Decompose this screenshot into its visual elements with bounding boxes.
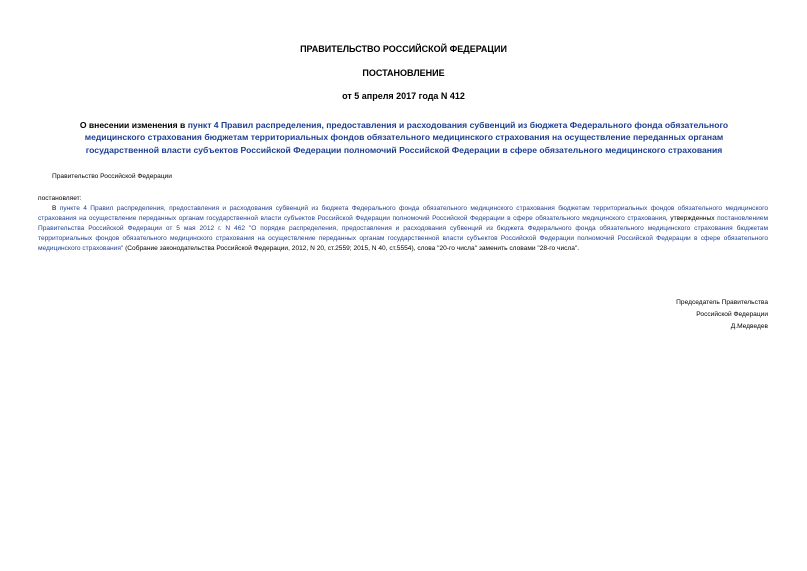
signature-name: Д.Медведев — [730, 323, 768, 330]
subject-link[interactable]: пункт 4 Правил распределения, предоставления и расходования субвенций из бюджета Федерального фонда обязательного медицинского страхования бюджетам территориальных фондов обязательного медицинского страхования на осуществление переданных органам государственной власти субъектов Российской Федерации полномочий Российской Федерации в сфере обязательного медицинского страхования — [84, 120, 729, 155]
government-heading: ПРАВИТЕЛЬСТВО РОССИЙСКОЙ ФЕДЕРАЦИИ — [300, 44, 507, 54]
signature-title: Председатель Правительства — [676, 299, 768, 306]
paragraph-text: (Собрание законодательства Российской Федерации, 2012, N 20, ст.2559; 2015, N 40, ст.5554), слова "20-го числа" заменить словами "28-го числа". — [123, 245, 580, 253]
paragraph-text: В — [52, 205, 60, 212]
decrees-text: постановляет: — [38, 195, 82, 202]
signature-org: Российской Федерации — [696, 311, 768, 318]
resolution-link[interactable]: постановлением Правительства Российской Федерации от 5 мая 2012 г. N 462 "О порядке распределения, предоставления и расходования субвенций из бюджета Федерального фонда обязательного медицинского страхования бюджетам территориальных фондов обязательного медицинского страхования на осуществление переданных органам государственной власти субъектов Российской Федерации полномочий Российской Федерации в сфере обязательного медицинского страхования" — [38, 215, 768, 253]
document-type-heading: ПОСТАНОВЛЕНИЕ — [362, 68, 445, 78]
issuer-text: Правительство Российской Федерации — [52, 173, 172, 180]
date-number-heading: от 5 апреля 2017 года N 412 — [342, 91, 465, 101]
body-paragraph — [38, 204, 768, 254]
rules-link[interactable]: пункте 4 Правил распределения, предоставления и расходования субвенций из бюджета Федерального фонда обязательного медицинского страхования бюджетам территориальных фондов обязательного медицинского страхования на осуществление переданных органам государственной власти субъектов Российской Федерации полномочий Российской Федерации в сфере обязательного медицинского страхования — [38, 205, 768, 223]
document-subject — [60, 119, 748, 156]
paragraph-text: , утвержденных — [665, 215, 718, 223]
subject-prefix: О внесении изменения в — [79, 120, 188, 130]
signature-block — [600, 297, 768, 333]
